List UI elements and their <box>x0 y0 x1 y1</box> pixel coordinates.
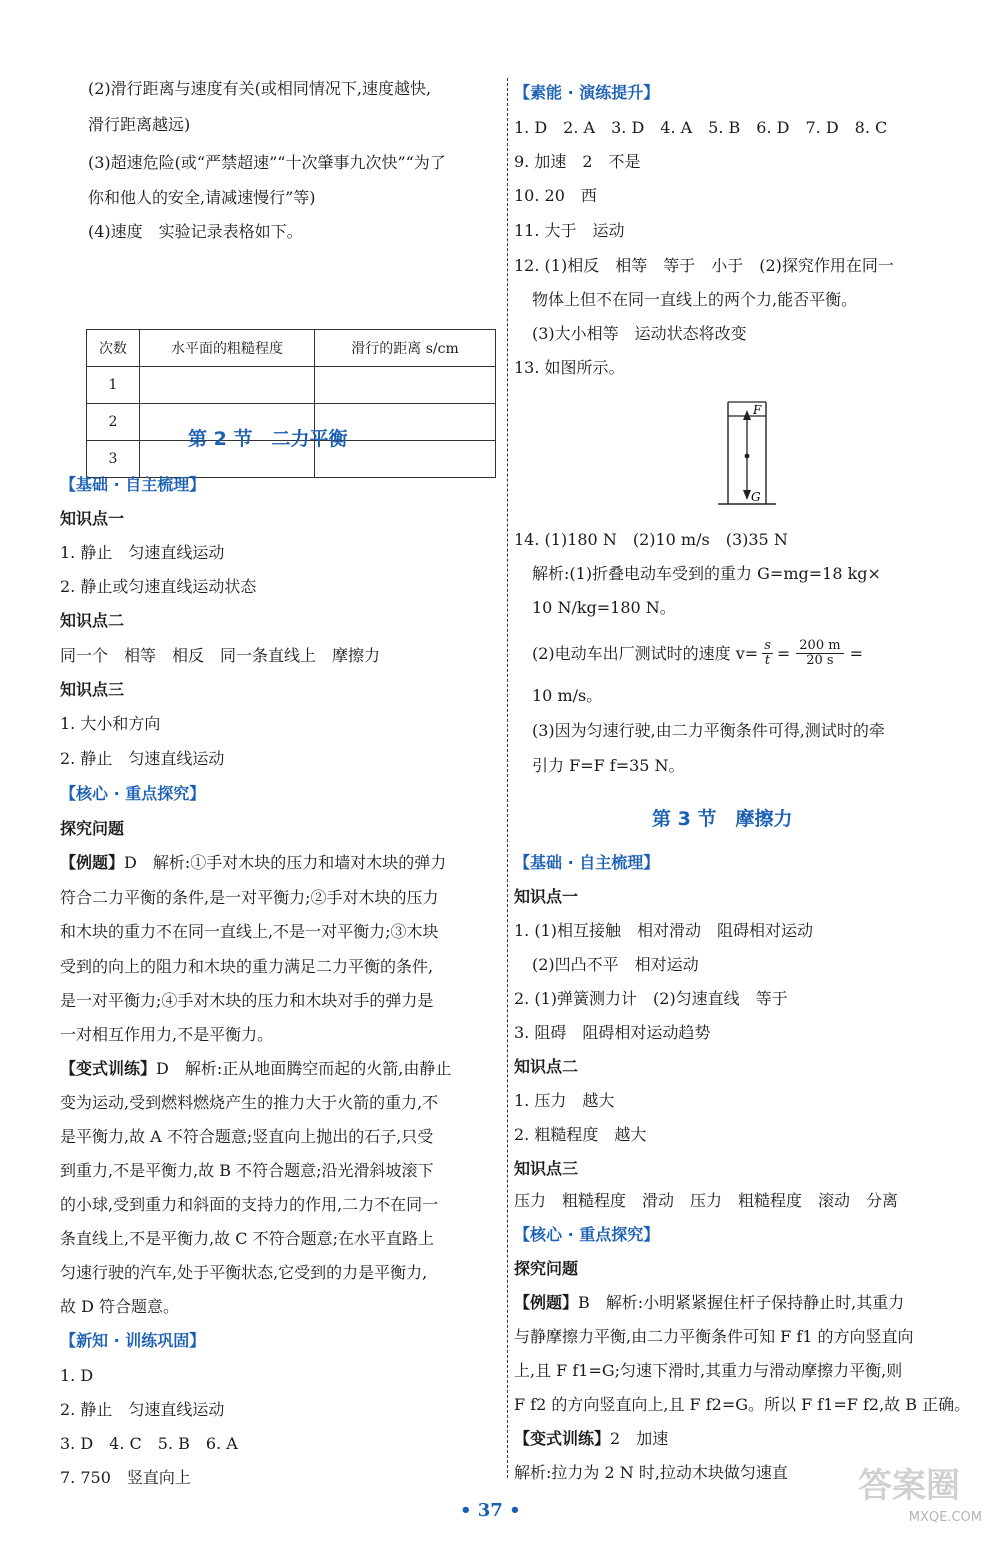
text-line: 10 N/kg=180 N。 <box>532 598 676 617</box>
knowledge-point-heading: 知识点二 <box>514 1057 579 1076</box>
table-row <box>87 367 496 404</box>
text-line: 1. 压力 越大 <box>514 1091 615 1110</box>
table-header-row <box>87 330 496 367</box>
text-line: 上,且 F f1=G;匀速下滑时,其重力与滑动摩擦力平衡,则 <box>514 1361 903 1380</box>
text-line: 压力 粗糙程度 滑动 压力 粗糙程度 滚动 分离 <box>514 1191 899 1210</box>
text-line: 10. 20 西 <box>514 186 597 205</box>
text-line: 故 D 符合题意。 <box>60 1297 180 1316</box>
arrow-head-down <box>743 490 751 500</box>
text-line: 1. (1)相互接触 相对滑动 阻碍相对运动 <box>514 921 814 940</box>
text-line: 2. 静止或匀速直线运动状态 <box>60 577 257 596</box>
subheading: 探究问题 <box>514 1259 579 1278</box>
section-title: 第 2 节 二力平衡 <box>188 428 348 450</box>
text-line: 和木块的重力不在同一直线上,不是一对平衡力;③木块 <box>60 922 439 941</box>
text-line: 2. (1)弹簧测力计 (2)匀速直线 等于 <box>514 989 788 1008</box>
text-line: 的小球,受到重力和斜面的支持力的作用,二力不在同一 <box>60 1195 439 1214</box>
text-line: 12. (1)相反 相等 等于 小于 (2)探究作用在同一 <box>514 256 894 275</box>
text-line: F f2 的方向竖直向上,且 F f2=G。所以 F f1=F f2,故 B 正确。 <box>514 1395 971 1414</box>
text-line: 2. 静止 匀速直线运动 <box>60 1400 225 1419</box>
label: 【例题】 <box>60 853 125 872</box>
text-line: 1. D 2. A 3. D 4. A 5. B 6. D 7. D 8. C <box>514 118 888 137</box>
table-cell: 1 <box>87 367 140 404</box>
text-line: (2)滑行距离与速度有关(或相同情况下,速度越快, <box>88 79 432 98</box>
text-line: 条直线上,不是平衡力,故 C 不符合题意;在水平直路上 <box>60 1229 434 1248</box>
denominator: t <box>764 653 771 668</box>
text-line: 11. 大于 运动 <box>514 221 625 240</box>
text-line: 符合二力平衡的条件,是一对平衡力;②手对木块的压力 <box>60 888 439 907</box>
variant-answer <box>514 1428 668 1450</box>
text-line: 解析:(1)折叠电动车受到的重力 G=mg=18 kg× <box>532 564 881 583</box>
label: 【变式训练】 <box>514 1429 611 1448</box>
text-line: 到重力,不是平衡力,故 B 不符合题意;沿光滑斜坡滚下 <box>60 1161 434 1180</box>
label: 【变式训练】 <box>60 1059 157 1078</box>
text-line: 7. 750 竖直向上 <box>60 1468 191 1487</box>
section-title: 第 3 节 摩擦力 <box>652 808 793 830</box>
fraction-200m-over-20s <box>796 639 843 668</box>
example-answer <box>60 852 446 874</box>
text-line: 物体上但不在同一直线上的两个力,能否平衡。 <box>532 290 858 309</box>
text-line: 与静摩擦力平衡,由二力平衡条件可知 F f1 的方向竖直向 <box>514 1327 914 1346</box>
text-line: 1. D <box>60 1366 94 1385</box>
table-header: 水平面的粗糙程度 <box>140 330 315 367</box>
label: 【例题】 <box>514 1293 579 1312</box>
text: B 解析:小明紧紧握住杆子保持静止时,其重力 <box>578 1293 905 1312</box>
text-line: (3)大小相等 运动状态将改变 <box>532 324 747 343</box>
text: (2)电动车出厂测试时的速度 v= <box>532 643 759 663</box>
knowledge-point-heading: 知识点一 <box>514 887 579 906</box>
numerator: 200 m <box>796 639 843 654</box>
text-line: 是平衡力,故 A 不符合题意;竖直向上抛出的石子,只受 <box>60 1127 434 1146</box>
text-line: (3)因为匀速行驶,由二力平衡条件可得,测试时的牵 <box>532 721 885 740</box>
example-answer <box>514 1292 904 1314</box>
text-line: 9. 加速 2 不是 <box>514 152 641 171</box>
table-cell: 3 <box>87 441 140 478</box>
text: D 解析:①手对木块的压力和墙对木块的弹力 <box>124 853 447 872</box>
force-g-label: G <box>751 490 761 504</box>
table-header: 滑行的距离 s/cm <box>315 330 496 367</box>
text-line: 引力 F=F f=35 N。 <box>532 756 685 775</box>
knowledge-point-heading: 知识点二 <box>60 611 125 630</box>
center-point <box>745 454 750 459</box>
text-line: 变为运动,受到燃料燃烧产生的推力大于火箭的重力,不 <box>60 1093 439 1112</box>
velocity-equation <box>532 639 863 668</box>
text-line: 2. 静止 匀速直线运动 <box>60 749 225 768</box>
section-heading: 【素能 · 演练提升】 <box>514 83 660 102</box>
page-number-value: 37 <box>477 1500 503 1521</box>
text-line: 是一对平衡力;④手对木块的压力和木块对手的弹力是 <box>60 991 434 1010</box>
numerator: s <box>764 638 771 653</box>
text-line: 受到的向上的阻力和木块的重力满足二力平衡的条件, <box>60 957 434 976</box>
knowledge-point-heading: 知识点三 <box>60 680 125 699</box>
denominator: 20 s <box>806 653 834 668</box>
section-heading: 【核心 · 重点探究】 <box>60 784 206 803</box>
text-line: 匀速行驶的汽车,处于平衡状态,它受到的力是平衡力, <box>60 1263 428 1282</box>
text-line: 14. (1)180 N (2)10 m/s (3)35 N <box>514 530 788 549</box>
equals: = <box>776 643 791 663</box>
equals: = <box>849 643 863 663</box>
table-header: 次数 <box>87 330 140 367</box>
text-line: 3. D 4. C 5. B 6. A <box>60 1434 238 1453</box>
text-line: 解析:拉力为 2 N 时,拉动木块做匀速直 <box>514 1463 788 1482</box>
text-line: 1. 静止 匀速直线运动 <box>60 543 225 562</box>
knowledge-point-heading: 知识点一 <box>60 509 125 528</box>
table-cell <box>140 367 315 404</box>
text: 2 加速 <box>610 1429 669 1448</box>
text-line: 2. 粗糙程度 越大 <box>514 1125 647 1144</box>
table-cell <box>315 367 496 404</box>
table-cell: 2 <box>87 404 140 441</box>
text-line: 你和他人的安全,请减速慢行”等) <box>88 188 316 207</box>
section-heading: 【基础 · 自主梳理】 <box>60 475 206 494</box>
text-line: 同一个 相等 相反 同一条直线上 摩擦力 <box>60 646 381 665</box>
section-heading: 【核心 · 重点探究】 <box>514 1225 660 1244</box>
section-heading: 【基础 · 自主梳理】 <box>514 853 660 872</box>
text: D 解析:正从地面腾空而起的火箭,由静止 <box>156 1059 452 1078</box>
text-line: 滑行距离越远) <box>88 115 191 134</box>
column-divider <box>507 78 508 1478</box>
watermark-url: MXQE.COM <box>908 1510 982 1525</box>
section-heading: 【新知 · 训练巩固】 <box>60 1331 206 1350</box>
force-f-label: F <box>753 403 762 417</box>
page-number: • 37 • <box>460 1500 521 1521</box>
text-line: 10 m/s。 <box>532 686 603 705</box>
arrow-head-up <box>743 410 751 420</box>
variant-answer <box>60 1058 451 1080</box>
watermark-logo: 答案圈 <box>858 1466 960 1506</box>
subheading: 探究问题 <box>60 819 125 838</box>
text-line: 3. 阻碍 阻碍相对运动趋势 <box>514 1023 711 1042</box>
experiment-record-table <box>86 329 496 478</box>
text-line: (3)超速危险(或“严禁超速”“十次肇事九次快”“为了 <box>88 153 446 172</box>
force-diagram <box>714 396 794 510</box>
knowledge-point-heading: 知识点三 <box>514 1159 579 1178</box>
text-line: 13. 如图所示。 <box>514 358 625 377</box>
text-line: 一对相互作用力,不是平衡力。 <box>60 1025 274 1044</box>
text-line: (4)速度 实验记录表格如下。 <box>88 222 303 241</box>
text-line: 1. 大小和方向 <box>60 714 161 733</box>
text-line: (2)凹凸不平 相对运动 <box>532 955 699 974</box>
fraction-s-over-t <box>762 639 773 668</box>
